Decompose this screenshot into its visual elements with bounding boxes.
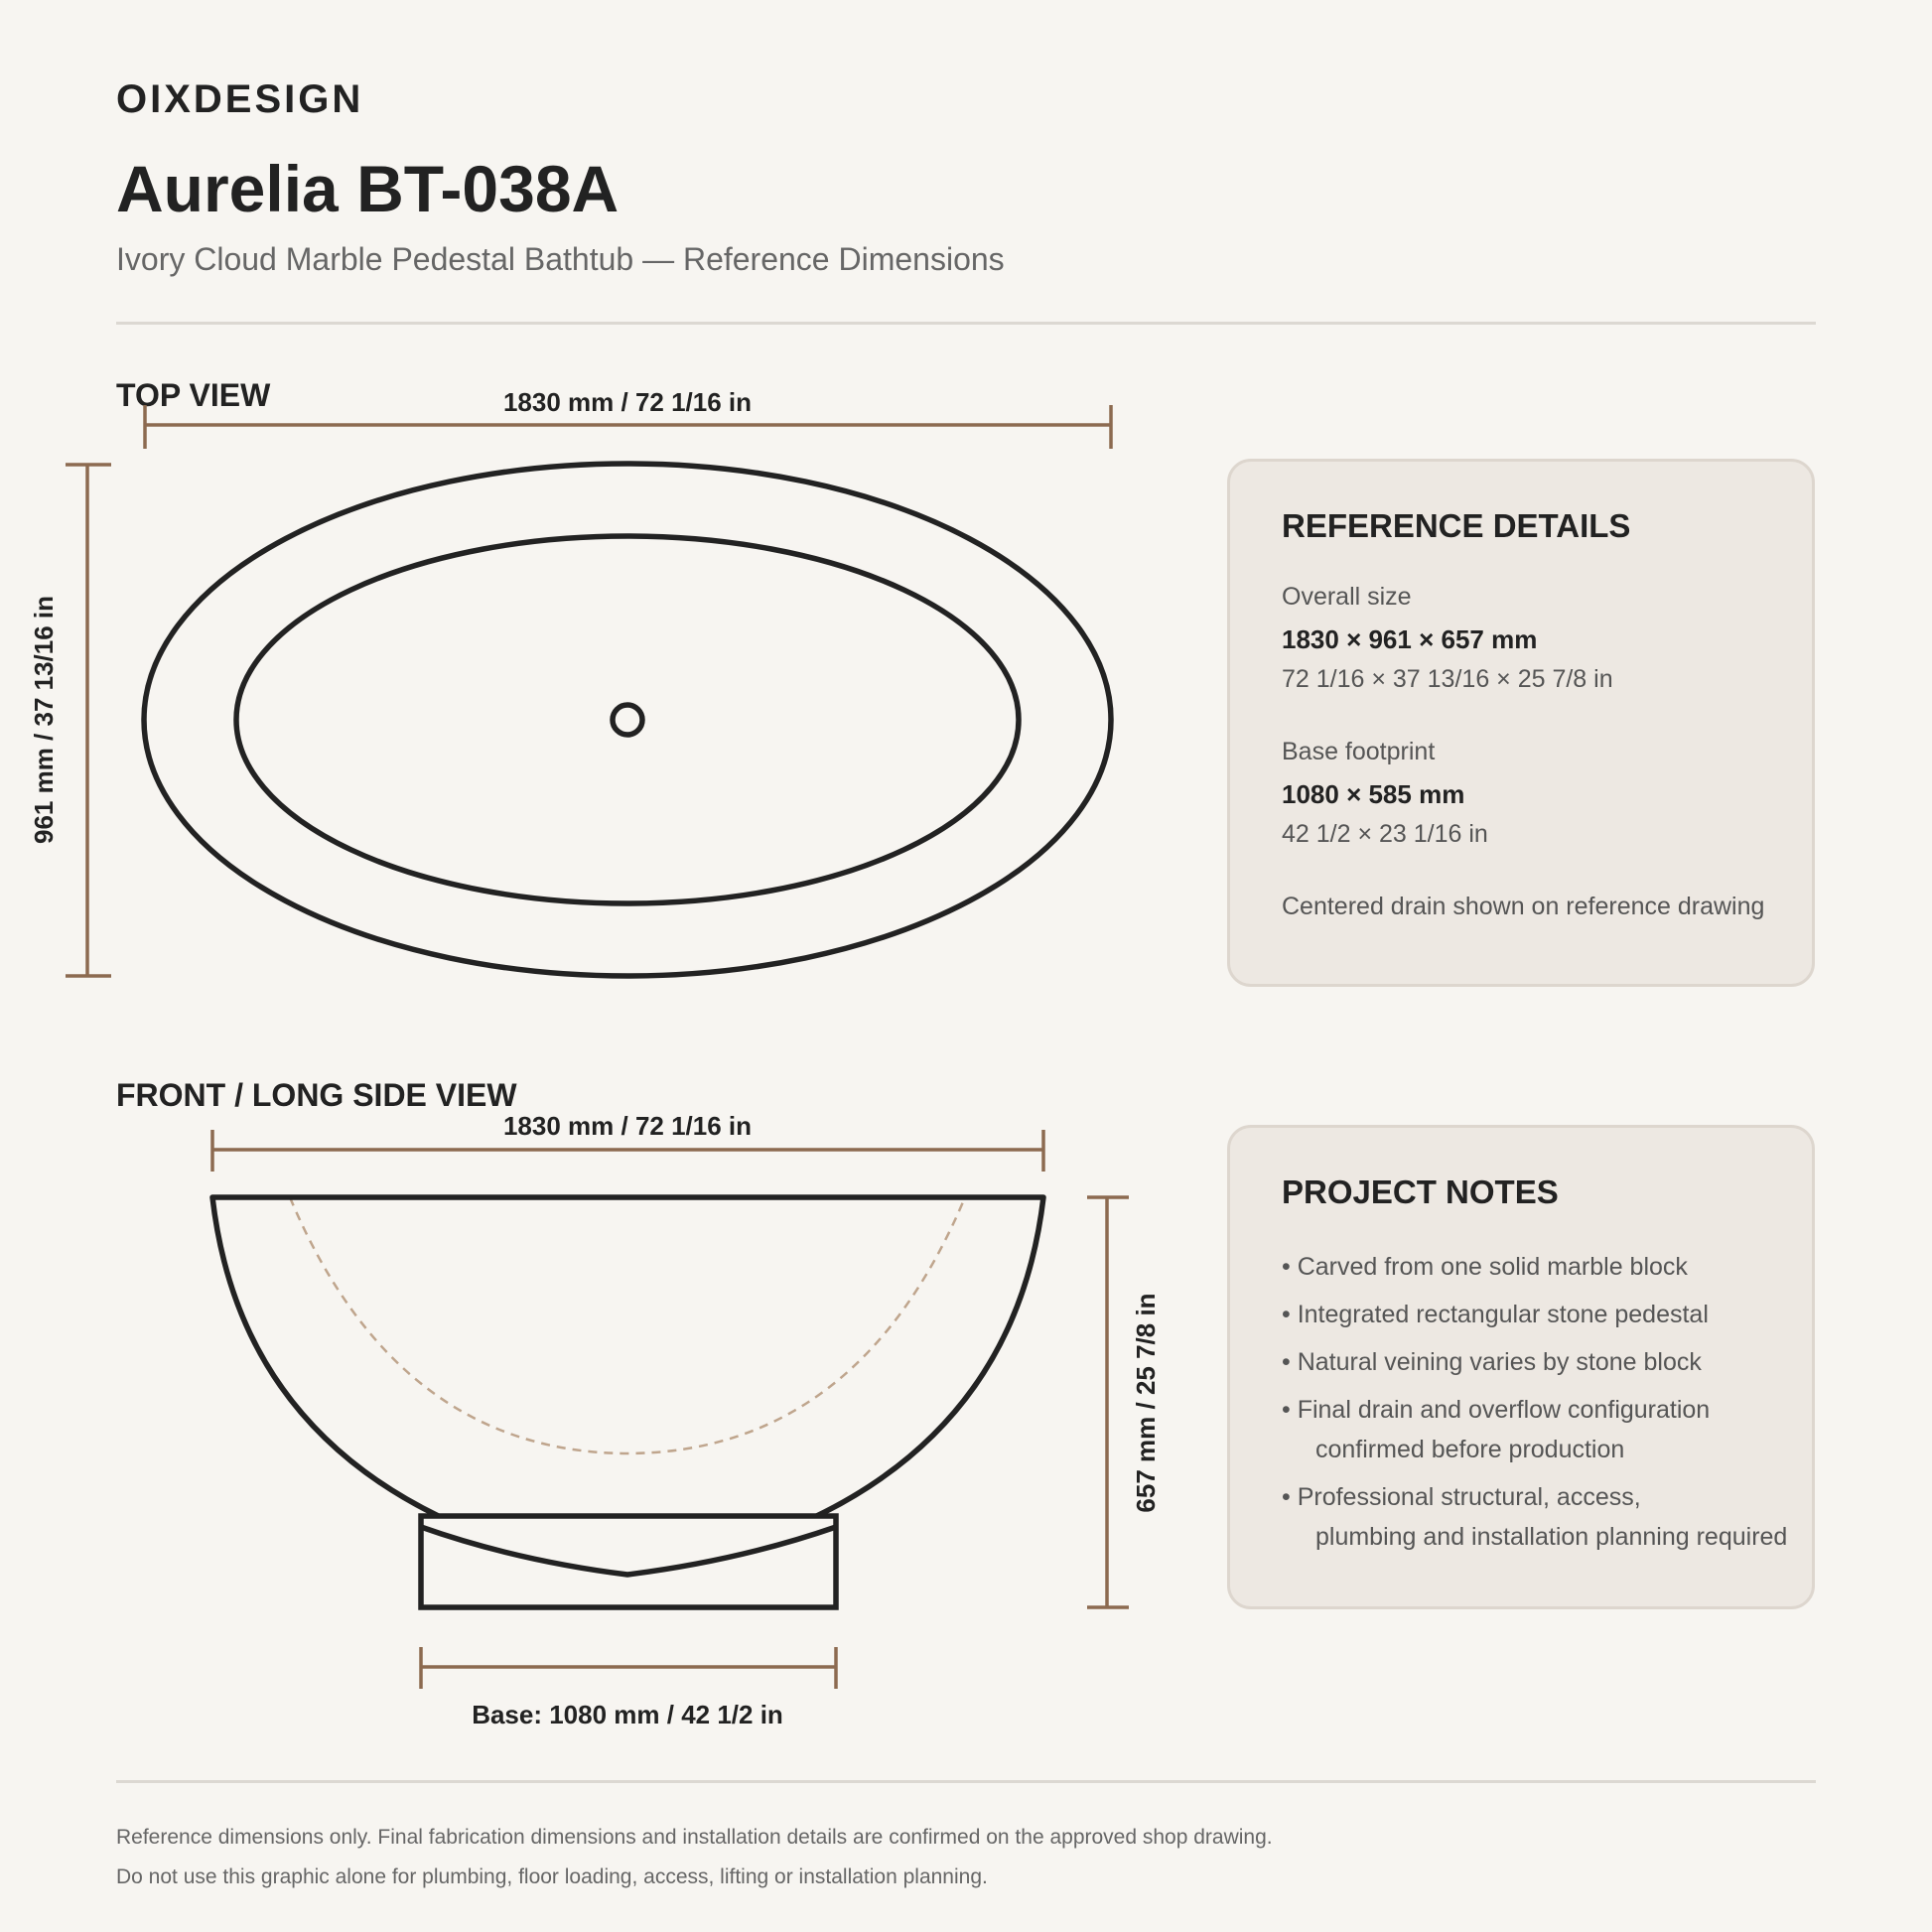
top-width-label: 961 mm / 37 13/16 in bbox=[29, 595, 59, 845]
drain-note: Centered drain shown on reference drawing bbox=[1282, 893, 1765, 920]
footer-disclaimer-line-1: Reference dimensions only. Final fabrication dimensions and installation details are confirmed on the approved shop drawing. bbox=[116, 1826, 1273, 1849]
project-notes-heading: PROJECT NOTES bbox=[1282, 1173, 1559, 1210]
note-item bbox=[1282, 1390, 1818, 1469]
base-footprint-mm: 1080 × 585 mm bbox=[1282, 779, 1465, 809]
front-height-dimension-line bbox=[1087, 1197, 1129, 1607]
product-title: Aurelia BT-038A bbox=[116, 152, 620, 225]
top-view-drawing bbox=[29, 387, 1111, 976]
base-footprint-in: 42 1/2 × 23 1/16 in bbox=[1282, 820, 1488, 848]
front-view-drawing bbox=[212, 1111, 1161, 1729]
reference-details-heading: REFERENCE DETAILS bbox=[1282, 507, 1631, 544]
tub-inner-basin bbox=[236, 536, 1019, 903]
front-length-label: 1830 mm / 72 1/16 in bbox=[502, 1111, 753, 1141]
note-item bbox=[1282, 1295, 1818, 1334]
note-item-text: • Professional structural, access, bbox=[1282, 1483, 1641, 1511]
note-item-text: • Natural veining varies by stone block bbox=[1282, 1348, 1702, 1376]
drain-icon bbox=[613, 705, 642, 735]
note-item-continuation: plumbing and installation planning required bbox=[1315, 1523, 1788, 1551]
base-footprint-label: Base footprint bbox=[1282, 738, 1436, 765]
tub-outer-rim bbox=[144, 464, 1111, 976]
base-width-label: Base: 1080 mm / 42 1/2 in bbox=[472, 1700, 783, 1729]
pedestal-base bbox=[421, 1516, 836, 1607]
footer-disclaimer-line-2: Do not use this graphic alone for plumbing, floor loading, access, lifting or installation planning. bbox=[116, 1865, 988, 1888]
note-item-text: • Integrated rectangular stone pedestal bbox=[1282, 1301, 1709, 1328]
footer-divider bbox=[116, 1780, 1816, 1783]
note-item-text: • Final drain and overflow configuration bbox=[1282, 1396, 1711, 1424]
base-width-dimension-line bbox=[421, 1647, 836, 1689]
overall-size-mm: 1830 × 961 × 657 mm bbox=[1282, 624, 1538, 654]
top-width-dimension-line bbox=[66, 465, 111, 976]
note-item bbox=[1282, 1342, 1818, 1382]
front-view-label: FRONT / LONG SIDE VIEW bbox=[116, 1077, 517, 1113]
product-subtitle: Ivory Cloud Marble Pedestal Bathtub — Reference Dimensions bbox=[116, 241, 1005, 277]
reference-details-panel bbox=[1227, 459, 1815, 987]
front-height-label: 657 mm / 25 7/8 in bbox=[1131, 1293, 1161, 1513]
note-item-continuation: confirmed before production bbox=[1315, 1436, 1625, 1463]
note-item bbox=[1282, 1477, 1818, 1557]
note-item bbox=[1282, 1247, 1818, 1287]
overall-size-label: Overall size bbox=[1282, 583, 1412, 611]
note-item-text: • Carved from one solid marble block bbox=[1282, 1253, 1688, 1281]
overall-size-in: 72 1/16 × 37 13/16 × 25 7/8 in bbox=[1282, 665, 1613, 693]
top-view-label: TOP VIEW bbox=[116, 377, 271, 413]
interior-basin-hidden-line bbox=[290, 1197, 965, 1453]
project-notes-panel bbox=[1227, 1125, 1815, 1609]
top-length-label: 1830 mm / 72 1/16 in bbox=[502, 387, 753, 417]
project-notes-list bbox=[1282, 1247, 1818, 1557]
brand-name: OIXDESIGN bbox=[116, 77, 364, 121]
